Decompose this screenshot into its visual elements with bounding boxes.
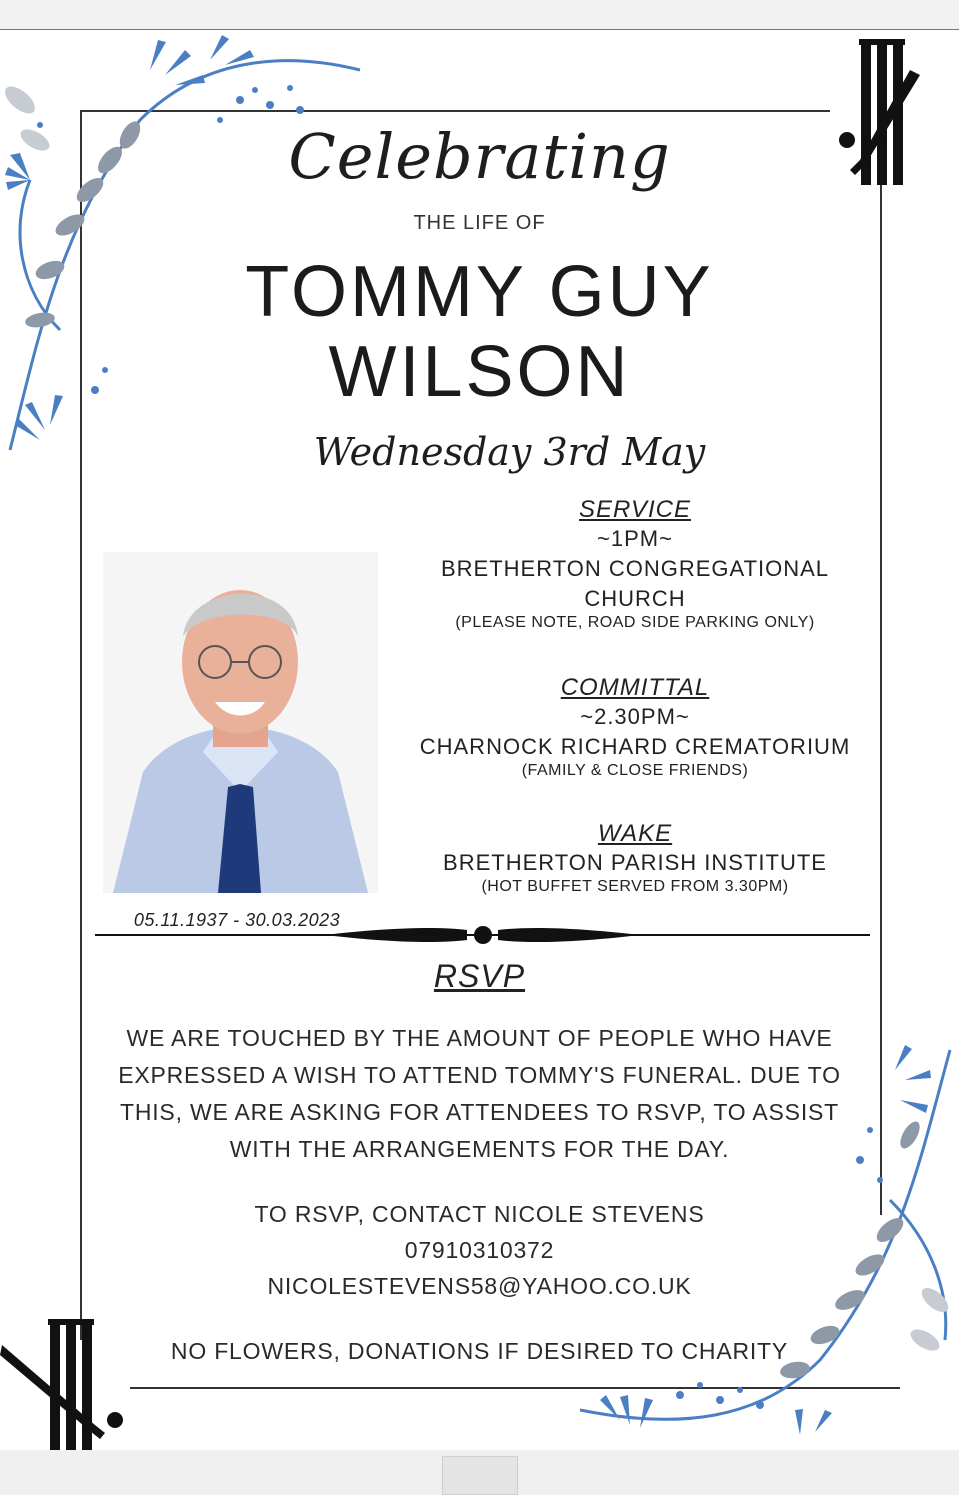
ornamental-divider xyxy=(95,920,870,950)
thumbnail-preview[interactable] xyxy=(442,1456,518,1495)
rsvp-phone: 07910310372 xyxy=(404,1237,555,1263)
rsvp-contact-line: TO RSVP, CONTACT NICOLE STEVENS xyxy=(254,1201,705,1227)
life-dates: 05.11.1937 - 30.03.2023 xyxy=(133,910,341,930)
committal-time: ~2.30PM~ xyxy=(580,704,690,729)
committal-place: CHARNOCK RICHARD CREMATORIUM xyxy=(419,734,851,759)
bottom-strip xyxy=(0,1450,959,1493)
flowers-note: NO FLOWERS, DONATIONS IF DESIRED TO CHARITY xyxy=(170,1338,789,1364)
wake-heading: WAKE xyxy=(597,820,673,847)
service-note: (PLEASE NOTE, ROAD SIDE PARKING ONLY) xyxy=(455,614,815,631)
rsvp-paragraph-line3: THIS, WE ARE ASKING FOR ATTENDEES TO RSVP, TO ASSIST xyxy=(119,1099,839,1125)
deceased-name-line2: WILSON xyxy=(328,332,631,412)
rsvp-heading: RSVP xyxy=(433,958,526,994)
rsvp-paragraph-line4: WITH THE ARRANGEMENTS FOR THE DAY. xyxy=(229,1136,730,1162)
service-heading: SERVICE xyxy=(579,496,691,523)
wake-place: BRETHERTON PARISH INSTITUTE xyxy=(443,850,827,875)
celebrating-heading: Celebrating xyxy=(288,120,671,193)
rsvp-paragraph-line2: EXPRESSED A WISH TO ATTEND TOMMY'S FUNERAL. DUE TO xyxy=(118,1062,841,1088)
memorial-card xyxy=(0,30,959,1450)
wake-note: (HOT BUFFET SERVED FROM 3.30PM) xyxy=(481,878,789,895)
service-section xyxy=(400,496,870,632)
service-place-line1: BRETHERTON CONGREGATIONAL xyxy=(440,556,830,581)
funeral-date: Wednesday 3rd May xyxy=(313,430,706,474)
committal-note: (FAMILY & CLOSE FRIENDS) xyxy=(521,762,749,779)
deceased-name-line1: TOMMY GUY xyxy=(245,252,714,332)
committal-heading: COMMITTAL xyxy=(560,674,710,701)
portrait-photo xyxy=(103,552,378,893)
committal-section xyxy=(400,674,870,780)
portrait-illustration xyxy=(103,552,378,893)
wake-section xyxy=(400,820,870,896)
rsvp-email: NICOLESTEVENS58@YAHOO.CO.UK xyxy=(267,1273,692,1299)
rsvp-paragraph-line1: WE ARE TOUCHED BY THE AMOUNT OF PEOPLE WHO HAVE xyxy=(126,1025,833,1051)
service-time: ~1PM~ xyxy=(597,526,673,551)
the-life-of-subtitle: THE LIFE OF xyxy=(413,212,546,234)
service-place-line2: CHURCH xyxy=(584,586,686,611)
